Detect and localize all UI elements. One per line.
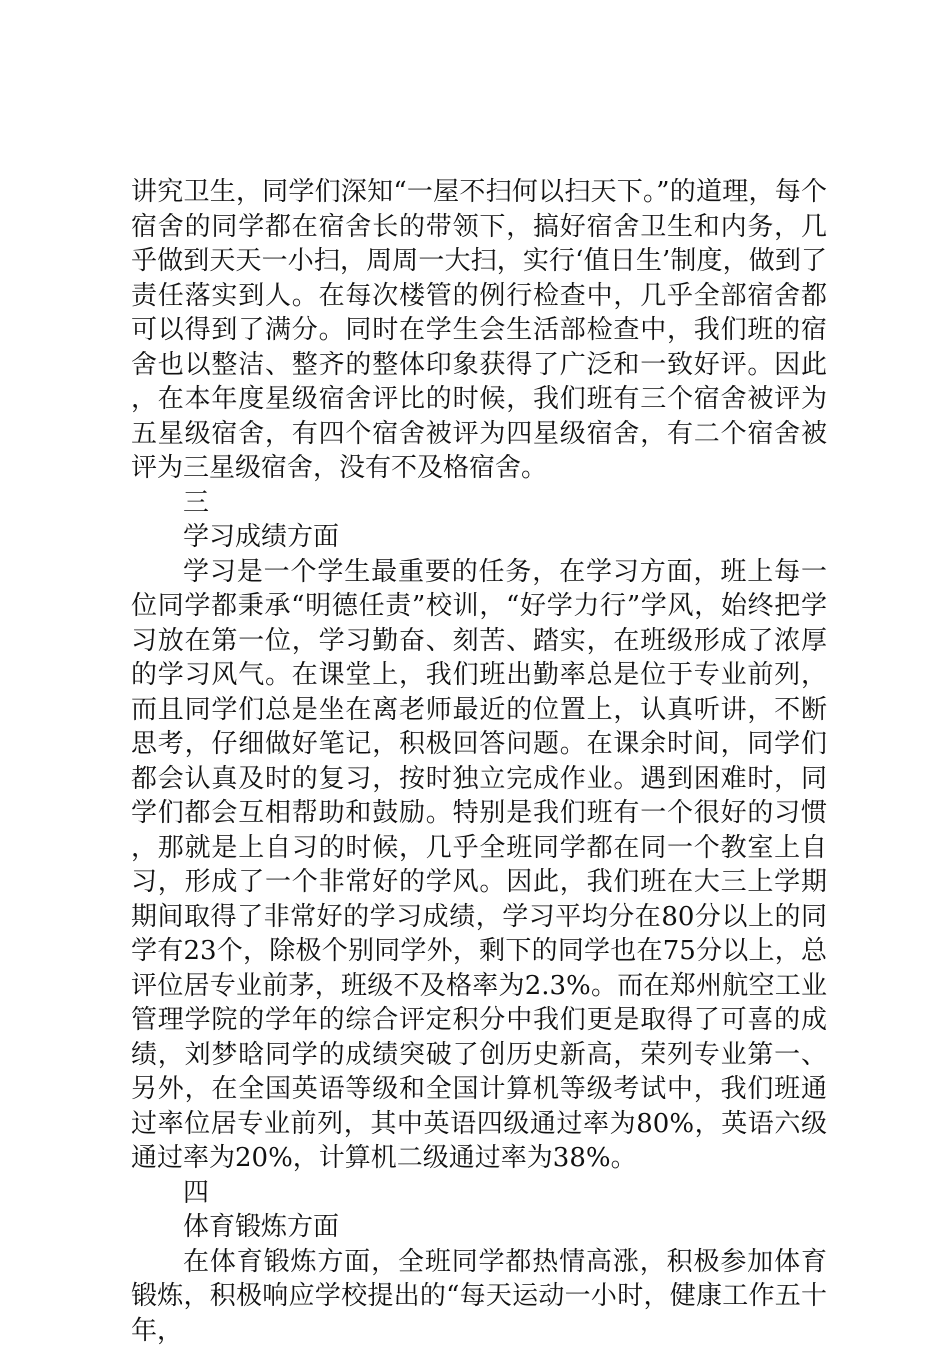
academic-performance-paragraph: 学习是一个学生最重要的任务，在学习方面，班上每一位同学都秉承“明德任责”校训，“好学力行”学风，始终把学习放在第一位，学习勤奋、刻苦、踏实，在班级形成了浓厚的学习风气。在课堂上，我们班出勤率总是位于专业前列，而且同学们总是坐在离老师最近的位置上，认真听讲，不断思考，仔细做好笔记，积极回答问题。在课余时间，同学们都会认真及时的复习，按时独立完成作业。遇到困难时，同学们都会互相帮助和鼓励。特别是我们班有一个很好的习惯，那就是上自习的时候，几乎全班同学都在同一个教室上自习，形成了一个非常好的学风。因此，我们班在大三上学期期间取得了非常好的学习成绩，学习平均分在80分以上的同学有23个，除极个别同学外，剩下的同学也在75分以上，总评位居专业前茅，班级不及格率为2.3%。而在郑州航空工业管理学院的学年的综合评定积分中我们更是取得了可喜的成绩，刘梦晗同学的成绩突破了创历史新高，荣列专业第一、另外，在全国英语等级和全国计算机等级考试中，我们班通过率位居专业前列，其中英语四级通过率为80%，英语六级通过率为20%，计算机二级通过率为38%。 bbox=[131, 555, 827, 1176]
section-3-number: 三 bbox=[131, 486, 827, 521]
section-3-title: 学习成绩方面 bbox=[131, 520, 827, 555]
physical-exercise-paragraph: 在体育锻炼方面，全班同学都热情高涨，积极参加体育锻炼，积极响应学校提出的“每天运动一小时，健康工作五十年， bbox=[131, 1245, 827, 1348]
dormitory-hygiene-paragraph: 讲究卫生，同学们深知“一屋不扫何以扫天下。”的道理，每个宿舍的同学都在宿舍长的带领下，搞好宿舍卫生和内务，几乎做到天天一小扫，周周一大扫，实行‘值日生’制度，做到了责任落实到人。在每次楼管的例行检查中，几乎全部宿舍都可以得到了满分。同时在学生会生活部检查中，我们班的宿舍也以整洁、整齐的整体印象获得了广泛和一致好评。因此，在本年度星级宿舍评比的时候，我们班有三个宿舍被评为五星级宿舍，有四个宿舍被评为四星级宿舍，有二个宿舍被评为三星级宿舍，没有不及格宿舍。 bbox=[131, 175, 827, 486]
section-4-number: 四 bbox=[131, 1176, 827, 1211]
section-4-title: 体育锻炼方面 bbox=[131, 1210, 827, 1245]
document-body bbox=[131, 175, 827, 1348]
